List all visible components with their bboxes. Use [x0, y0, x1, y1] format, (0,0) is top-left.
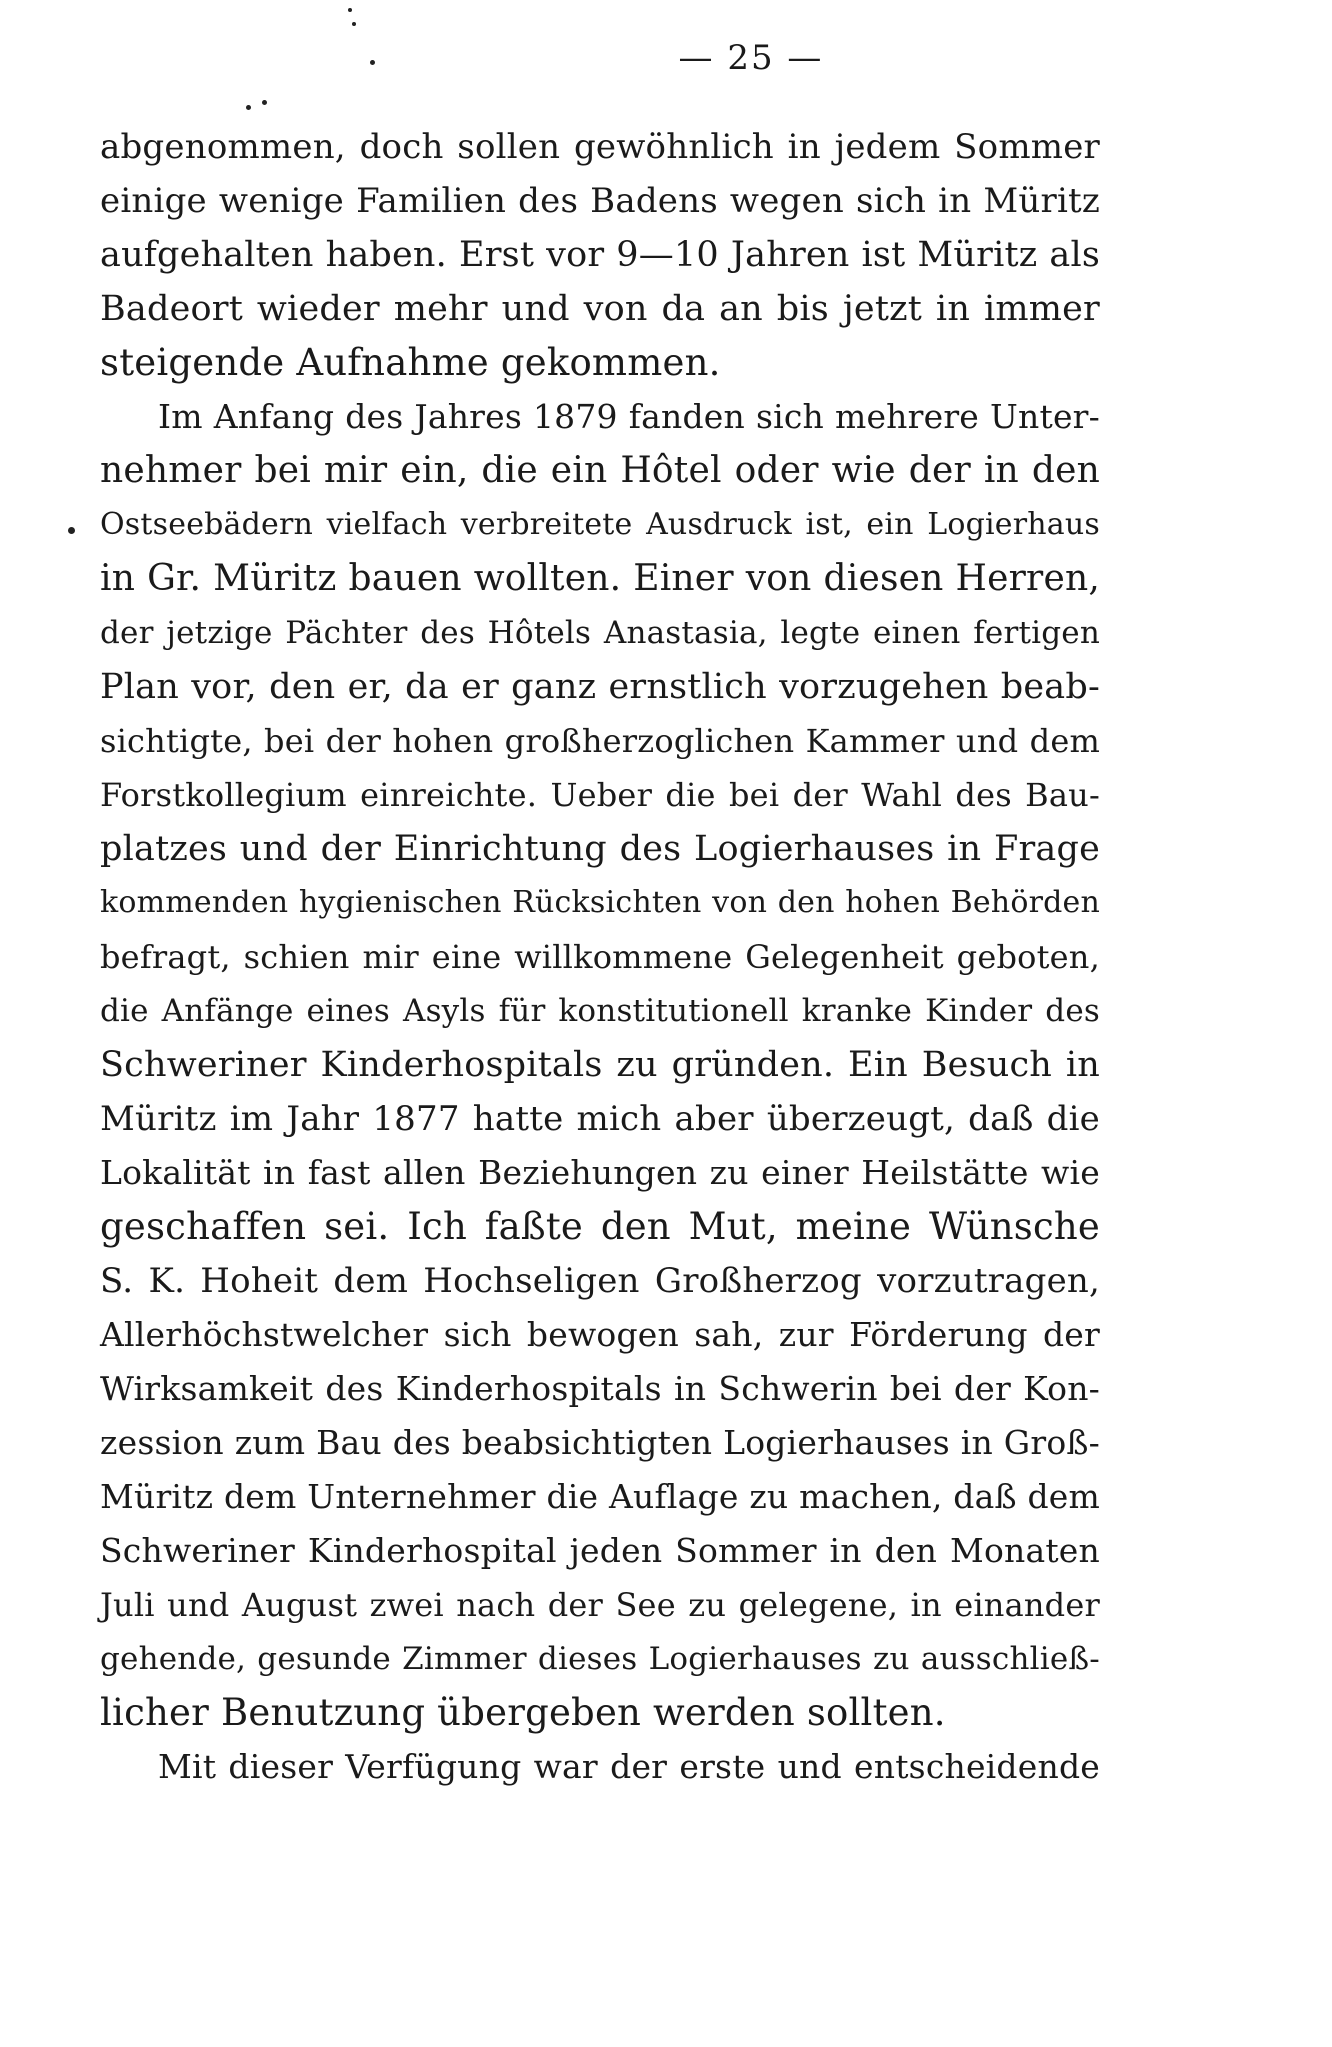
text-line: sichtigte, bei der hohen großherzoglichen Kammer und dem — [100, 722, 1100, 760]
text-line: Badeort wieder mehr und von da an bis jetzt in immer — [100, 289, 1100, 329]
text-line: Müritz dem Unternehmer die Auflage zu machen, daß dem — [100, 1477, 1100, 1516]
text-line: Plan vor, den er, da er ganz ernstlich vorzugehen beab- — [100, 667, 1100, 707]
body-text — [100, 120, 1100, 1794]
text-line: licher Benutzung übergeben werden sollten. — [100, 1691, 946, 1734]
text-line: abgenommen, doch sollen gewöhnlich in jedem Sommer — [100, 127, 1100, 167]
print-speck — [262, 100, 267, 105]
print-speck — [348, 8, 352, 12]
text-line: Müritz im Jahr 1877 hatte mich aber überzeugt, daß die — [100, 1099, 1100, 1139]
page-number-header: — 25 — — [678, 38, 824, 78]
text-line: Juli und August zwei nach der See zu gelegene, in einander — [100, 1586, 1100, 1624]
text-line: Allerhöchstwelcher sich bewogen sah, zur Förderung der — [100, 1315, 1100, 1354]
text-line: der jetzige Pächter des Hôtels Anastasia, legte einen fertigen — [100, 615, 1100, 651]
text-line: kommenden hygienischen Rücksichten von den hohen Behörden — [100, 885, 1100, 920]
text-line: die Anfänge eines Asyls für konstitutionell kranke Kinder des — [100, 993, 1100, 1029]
text-line: Forstkollegium einreichte. Ueber die bei der Wahl des Bau- — [100, 776, 1100, 814]
text-line: aufgehalten haben. Erst vor 9—10 Jahren ist Müritz als — [100, 235, 1100, 275]
text-line: platzes und der Einrichtung des Logierhauses in Frage — [100, 829, 1100, 869]
text-line: Mit dieser Verfügung war der erste und entscheidende — [158, 1747, 1100, 1786]
text-line: zession zum Bau des beabsichtigten Logierhauses in Groß- — [100, 1423, 1100, 1462]
print-speck — [246, 105, 251, 110]
text-line: nehmer bei mir ein, die ein Hôtel oder wie der in den — [100, 450, 1100, 491]
text-line: befragt, schien mir eine willkommene Gelegenheit geboten, — [100, 938, 1100, 976]
text-line: gehende, gesunde Zimmer dieses Logierhauses zu ausschließ- — [100, 1641, 1100, 1677]
print-speck — [370, 60, 375, 65]
text-line: in Gr. Müritz bauen wollten. Einer von diesen Herren, — [100, 558, 1100, 599]
text-line: Schweriner Kinderhospitals zu gründen. Ein Besuch in — [100, 1045, 1100, 1085]
text-line: geschaffen sei. Ich faßte den Mut, meine Wünsche — [100, 1205, 1100, 1248]
text-line: S. K. Hoheit dem Hochseligen Großherzog vorzutragen, — [100, 1261, 1100, 1301]
text-line: steigende Aufnahme gekommen. — [100, 341, 721, 384]
text-line: Ostseebädern vielfach verbreitete Ausdruck ist, ein Logierhaus — [100, 507, 1100, 542]
text-line: Schweriner Kinderhospital jeden Sommer in den Monaten — [100, 1531, 1100, 1570]
text-line: Lokalität in fast allen Beziehungen zu einer Heilstätte wie — [100, 1153, 1100, 1192]
text-line: Wirksamkeit des Kinderhospitals in Schwerin bei der Kon- — [100, 1369, 1100, 1408]
print-speck — [68, 527, 75, 534]
text-line: Im Anfang des Jahres 1879 fanden sich mehrere Unter- — [158, 397, 1100, 436]
print-speck — [352, 22, 356, 26]
text-line: einige wenige Familien des Badens wegen sich in Müritz — [100, 181, 1100, 221]
